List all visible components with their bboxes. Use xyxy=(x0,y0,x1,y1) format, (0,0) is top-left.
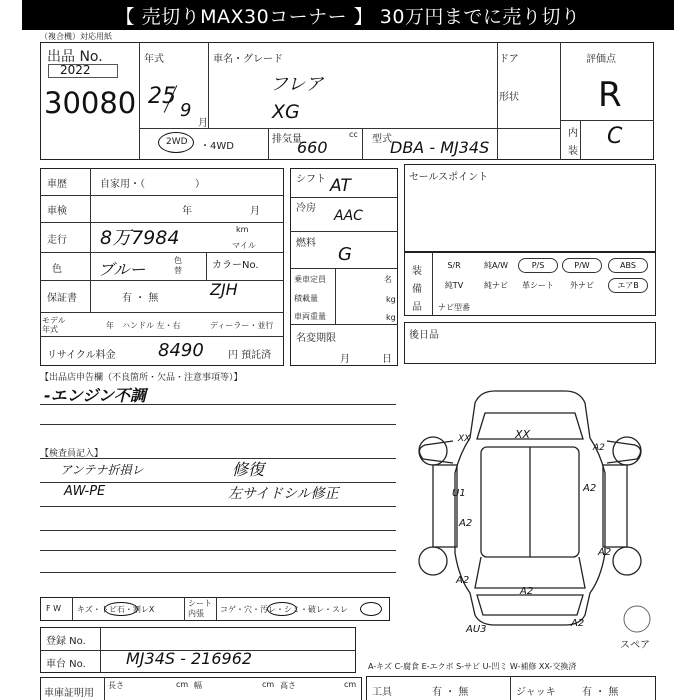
interior-label-1: 内 xyxy=(568,128,578,139)
color-change-label: 色替 xyxy=(174,256,182,275)
model-year-suffix: 年 xyxy=(106,321,114,330)
equip-leather: 革シート xyxy=(522,281,554,290)
mile-unit: マイル xyxy=(232,241,256,250)
equipment-label-3: 品 xyxy=(412,302,422,313)
cc-unit: cc xyxy=(349,130,358,139)
score-value: R xyxy=(598,75,622,115)
seat-value: コゲ・穴・汚レ・シミ・破レ・スレ xyxy=(220,605,348,614)
aftermarket-label: 後日品 xyxy=(409,330,439,341)
mark-xx-front: XX xyxy=(515,428,531,441)
form-subtitle: （複合機）対応用紙 xyxy=(40,32,112,41)
deadline-day-unit: 日 xyxy=(382,354,392,365)
inspector-note-2: 修復 xyxy=(232,460,265,479)
door-label: ドア xyxy=(499,54,519,65)
mark-au3: AU3 xyxy=(466,624,487,635)
shift-label: シフト xyxy=(296,174,326,185)
drive-2wd: 2WD xyxy=(166,137,188,147)
seat-label-1: シート xyxy=(188,599,212,608)
damage-legend: A-キズ C-腐食 E-エクボ S-サビ U-凹ミ W-補修 XX-交換済 xyxy=(368,662,577,671)
tools-value: 有 ・ 無 xyxy=(432,687,469,698)
jack-value: 有 ・ 無 xyxy=(582,687,619,698)
inspector-note-3: AW-PE xyxy=(64,484,106,499)
fw-label: F W xyxy=(46,604,62,613)
height-unit: cm xyxy=(344,680,357,689)
inspector-note-1: アンテナ折損レ xyxy=(60,463,144,477)
type-label: 型式 xyxy=(372,134,392,145)
equip-sr: S/R xyxy=(447,261,461,270)
warranty-value: 有 ・ 無 xyxy=(122,293,159,304)
mark-xx-left: XX xyxy=(458,434,471,444)
interior-value: C xyxy=(607,124,623,149)
equip-navi: 純ナビ xyxy=(484,281,508,290)
fuel-value: G xyxy=(338,244,352,265)
drive-4wd: ・4WD xyxy=(200,141,234,152)
sales-point-label: セールスポイント xyxy=(409,172,489,183)
capacity-unit: 名 xyxy=(384,275,392,284)
ac-label: 冷房 xyxy=(296,203,316,214)
length-label: 長さ xyxy=(108,681,124,690)
inspection-year-unit: 年 xyxy=(182,206,192,217)
seat-label-2: 内張 xyxy=(188,609,204,618)
navi-model-label: ナビ型番 xyxy=(438,303,470,312)
type-value: DBA - MJ34S xyxy=(390,138,490,157)
inspection-month-unit: 月 xyxy=(250,206,260,217)
interior-label-2: 装 xyxy=(568,146,578,157)
displacement-label: 排気量 xyxy=(272,134,302,145)
equip-ext-navi: 外ナビ xyxy=(570,281,594,290)
history-label: 車歴 xyxy=(47,179,67,190)
month-value: 9 xyxy=(180,100,192,121)
load-label: 積載量 xyxy=(294,294,318,303)
shape-label: 形状 xyxy=(499,92,519,103)
color-no-value: ZJH xyxy=(210,280,238,299)
color-value: ブルー xyxy=(98,260,146,279)
capacity-label: 乗車定員 xyxy=(294,275,326,284)
load-unit: kg xyxy=(386,295,396,304)
equip-airbag: エアB xyxy=(608,278,648,293)
mark-a2-bumper: A2 xyxy=(571,618,585,629)
recycle-label: リサイクル料金 xyxy=(47,350,116,361)
equip-tv: 純TV xyxy=(444,281,464,290)
tools-label: 工具 xyxy=(372,687,392,698)
fuel-label: 燃料 xyxy=(296,238,316,249)
mark-a2-front-right: A2 xyxy=(593,443,605,453)
warranty-label: 保証書 xyxy=(47,293,77,304)
model-label: 車名・グレード xyxy=(213,54,283,65)
banner: 【 売切りMAX30コーナー 】 30万円までに売り切り xyxy=(22,0,674,30)
mark-a2-rear: A2 xyxy=(520,586,534,597)
length-unit: cm xyxy=(176,680,189,689)
mark-a2-rear-right: A2 xyxy=(598,547,612,558)
history-value: 自家用・（ ） xyxy=(100,179,205,190)
mileage-label: 走行 xyxy=(47,235,67,246)
deadline-label: 名変期限 xyxy=(296,333,336,344)
weight-label: 車両重量 xyxy=(294,312,326,321)
reg-label: 登録 No. xyxy=(46,636,86,647)
spare-label: スペア xyxy=(620,640,650,651)
lot-label: 出品 No. xyxy=(47,49,103,65)
color-no-label: カラーNo. xyxy=(212,260,259,271)
dealer-label: ディーラー・並行 xyxy=(210,321,274,330)
handle-label: ハンドル 左・右 xyxy=(122,321,181,330)
recycle-value: 8490 xyxy=(158,340,204,361)
mark-a2-right: A2 xyxy=(583,483,597,494)
km-unit: km xyxy=(236,225,249,234)
weight-unit: kg xyxy=(386,313,396,322)
garage-cert-label: 車庫証明用 xyxy=(44,688,94,699)
deadline-month-unit: 月 xyxy=(340,354,350,365)
color-label: 色 xyxy=(52,264,62,275)
year-label: 年式 xyxy=(144,54,164,65)
equip-aw: 純A/W xyxy=(483,261,509,270)
lot-year-stamp: 2022 xyxy=(60,63,91,77)
score-label: 評価点 xyxy=(586,54,616,65)
aftermarket-frame xyxy=(404,322,656,364)
equipment-label-2: 備 xyxy=(412,284,422,295)
model-year-label: モデル年式 xyxy=(42,316,66,334)
mark-u1: U1 xyxy=(452,488,466,499)
jack-label: ジャッキ xyxy=(516,687,556,698)
seller-notes-label: 【出品店申告欄（不良箇所・欠品・注意事項等）】 xyxy=(40,373,243,383)
inspector-label: 【検査員記入】 xyxy=(40,449,104,459)
mark-a2-rear-left: A2 xyxy=(456,575,470,586)
seller-notes-value: -エンジン不調 xyxy=(44,386,146,405)
height-label: 高さ xyxy=(280,681,296,690)
mileage-value: 8万7984 xyxy=(100,227,180,249)
month-label: 月 xyxy=(198,118,208,129)
grade-value: XG xyxy=(272,101,300,123)
recycle-unit: 円 預託済 xyxy=(228,350,272,361)
width-label: 幅 xyxy=(194,681,202,690)
equip-pw: P/W xyxy=(562,258,602,273)
inspection-label: 車検 xyxy=(47,206,67,217)
fw-value: キズ・トビ石・割レX xyxy=(77,605,155,614)
inspector-note-4: 左サイドシル修正 xyxy=(228,486,339,502)
equip-abs: ABS xyxy=(608,258,648,273)
chassis-label: 車台 No. xyxy=(46,659,86,670)
displacement-value: 660 xyxy=(297,138,328,157)
equip-ps: P/S xyxy=(518,258,558,273)
width-unit: cm xyxy=(262,680,275,689)
lot-number: 30080 xyxy=(44,86,137,120)
year-value: 25 xyxy=(148,84,176,109)
shift-value: AT xyxy=(330,176,351,196)
model-name: フレア xyxy=(270,74,324,95)
ac-value: AAC xyxy=(334,208,363,224)
equipment-label-1: 装 xyxy=(412,266,422,277)
mark-a2-left-side: A2 xyxy=(459,518,473,529)
chassis-value: MJ34S - 216962 xyxy=(126,649,253,668)
